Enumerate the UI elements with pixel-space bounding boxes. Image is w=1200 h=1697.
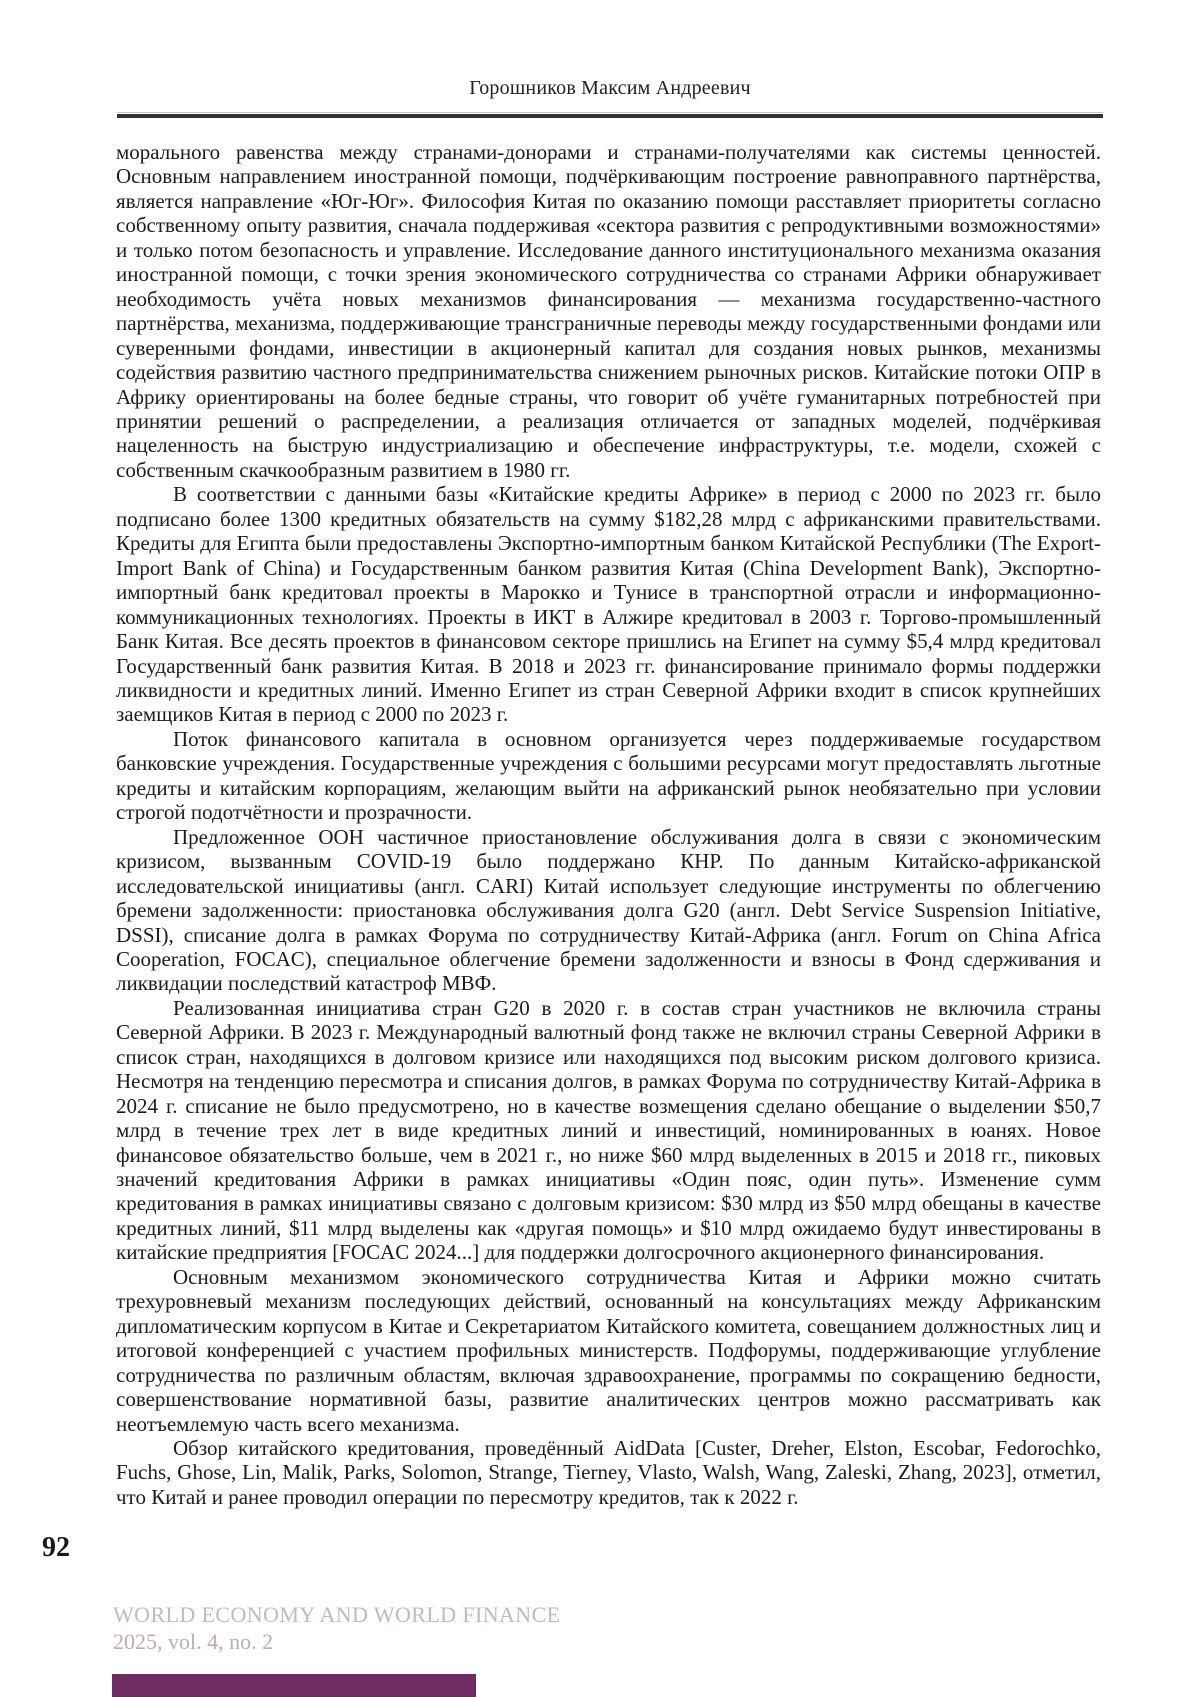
body-paragraph: морального равенства между странами-донорами и странами-получателями как системы ценностей. Основным направлением иностранной помощи, подчёркивающим построение равноправного партнёрства, является направление «Юг-Юг». Философия Китая по оказанию помощи расставляет приоритеты согласно собственному опыту развития, сначала поддерживая «сектора развития с репродуктивными возможностями» и только потом безопасность и управление. Исследование данного институционального механизма оказания иностранной помощи, с точки зрения экономического сотрудничества со странами Африки обнаруживает необходимость учёта новых механизмов финансирования — механизма государственно-частного партнёрства, механизма, поддерживающие трансграничные переводы между государственными фондами или суверенными фондами, инвестиции в акционерный капитал для создания новых рынков, механизмы содействия развитию частного предпринимательства снижением рыночных рисков. Китайские потоки ОПР в Африку ориентированы на более бедные страны, что говорит об учёте гуманитарных потребностей при принятии решений о распределении, а реализация отличается от западных моделей, подчёркивая нацеленность на быструю индустриализацию и обеспечение инфраструктуры, т.е. модели, схожей с собственным скачкообразным развитием в 1980 гг.	[116, 140, 1101, 482]
article-body	[116, 140, 1101, 1509]
header-rule	[117, 112, 1103, 118]
body-paragraph: Основным механизмом экономического сотрудничества Китая и Африки можно считать трехуровневый механизм последующих действий, основанный на консультациях между Африканским дипломатическим корпусом в Китае и Секретариатом Китайского комитета, совещанием должностных лиц и итоговой конференцией с участием профильных министерств. Подфорумы, поддерживающие углубление сотрудничества по различным областям, включая здравоохранение, программы по сокращению бедности, совершенствование нормативной базы, развитие аналитических центров можно рассматривать как неотъемлемую часть всего механизма.	[116, 1264, 1101, 1436]
running-head-author: Горошников Максим Андреевич	[469, 77, 751, 99]
page-footer	[113, 1601, 1013, 1655]
journal-title: WORLD ECONOMY AND WORLD FINANCE	[113, 1602, 561, 1627]
body-paragraph: Поток финансового капитала в основном организуется через поддерживаемые государством банковские учреждения. Государственные учреждения с большими ресурсами могут предоставлять льготные кредиты и китайским корпорациям, желающим выйти на африканский рынок необязательно при условии строгой подотчётности и прозрачности.	[116, 726, 1101, 825]
page-number: 92	[42, 1532, 70, 1563]
body-paragraph: В соответствии с данными базы «Китайские кредиты Африке» в период с 2000 по 2023 гг. было подписано более 1300 кредитных обязательств на сумму $182,28 млрд с африканскими правительствами. Кредиты для Египта были предоставлены Экспортно-импортным банком Китайской Республики (The Export-Import Bank of China) и Государственным банком развития Китая (China Development Bank), Экспортно-импортный банк кредитовал проекты в Марокко и Тунисе в транспортной отрасли и информационно-коммуникационных технологиях. Проекты в ИКТ в Алжире кредитовал в 2003 г. Торгово-промышленный Банк Китая. Все десять проектов в финансовом секторе пришлись на Египет на сумму $5,4 млрд кредитовал Государственный банк развития Китая. В 2018 и 2023 гг. финансирование принимало формы поддержки ликвидности и кредитных линий. Именно Египет из стран Северной Африки входит в список крупнейших заемщиков Китая в период с 2000 по 2023 г.	[116, 482, 1101, 727]
body-paragraph: Предложенное ООН частичное приостановление обслуживания долга в связи с экономическим кризисом, вызванным COVID-19 было поддержано КНР. По данным Китайско-африканской исследовательской инициативы (англ. CARI) Китай использует следующие инструменты по облегчению бремени задолженности: приостановка обслуживания долга G20 (англ. Debt Service Suspension Initiative, DSSI), списание долга в рамках Форума по сотрудничеству Китай-Африка (англ. Forum on China Africa Cooperation, FOCAC), специальное облегчение бремени задолженности и взносы в Фонд сдерживания и ликвидации последствий катастроф МВФ.	[116, 824, 1101, 996]
body-paragraph: Обзор китайского кредитования, проведённый AidData [Custer, Dreher, Elston, Escobar, Fedorochko, Fuchs, Ghose, Lin, Malik, Parks, Solomon, Strange, Tierney, Vlasto, Walsh, Wang, Zaleski, Zhang, 2023], отметил, что Китай и ранее проводил операции по пересмотру кредитов, так к 2022 г.	[116, 1436, 1101, 1509]
body-paragraph: Реализованная инициатива стран G20 в 2020 г. в состав стран участников не включила страны Северной Африки. В 2023 г. Международный валютный фонд также не включил страны Северной Африки в список стран, находящихся в долговом кризисе или находящихся под высоким риском долгового кризиса. Несмотря на тенденцию пересмотра и списания долгов, в рамках Форума по сотрудничеству Китай-Африка в 2024 г. списание не было предусмотрено, но в качестве возмещения сделано обещание о выделении $50,7 млрд в течение трех лет в виде кредитных линий и инвестиций, номинированных в юанях. Новое финансовое обязательство больше, чем в 2021 г., но ниже $60 млрд выделенных в 2015 и 2018 гг., пиковых значений кредитования Африки в рамках инициативы «Один пояс, один путь». Изменение сумм кредитования в рамках инициативы связано с долговым кризисом: $30 млрд из $50 млрд обещаны в качестве кредитных линий, $11 млрд выделены как «другая помощь» и $10 млрд ожидаемо будут инвестированы в китайские предприятия [FOCAC 2024...] для поддержки долгосрочного акционерного финансирования.	[116, 995, 1101, 1265]
issue-info: 2025, vol. 4, no. 2	[113, 1629, 274, 1654]
footer-accent-bar	[112, 1674, 476, 1697]
